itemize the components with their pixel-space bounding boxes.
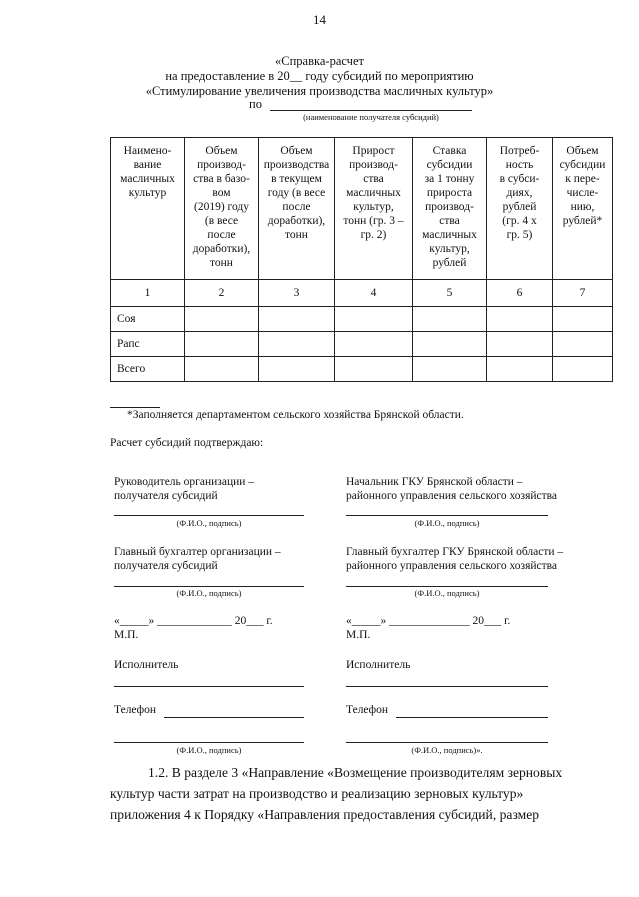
right-phone-label: Телефон (346, 704, 389, 716)
left-date: «_____» _____________ 20___ г. (114, 615, 273, 627)
table-cell[interactable] (413, 357, 487, 382)
header-text-line: субсидии (426, 159, 473, 171)
table-cell[interactable] (185, 332, 259, 357)
col-number: 1 (111, 280, 185, 307)
table-cell[interactable] (185, 307, 259, 332)
left-accountant-subtitle: получателя субсидий (114, 560, 218, 572)
row-label-soy: Соя (111, 307, 185, 332)
table-cell[interactable] (185, 357, 259, 382)
header-text-line: доработки), (267, 215, 326, 227)
table-cell[interactable] (487, 332, 553, 357)
right-final-sign-caption: (Ф.И.О., подпись)». (411, 745, 483, 755)
table-cell[interactable] (335, 307, 413, 332)
page-number: 14 (313, 12, 326, 27)
header-text-line: диях, (506, 187, 533, 199)
header-text-line: масличных (120, 173, 175, 185)
doc-subtitle: на предоставление в 20__ году субсидий по мероприятию (165, 69, 474, 83)
header-text-line: (гр. 4 х (502, 215, 537, 227)
header-text-line: к пере- (565, 173, 600, 185)
col-header-need (487, 138, 553, 280)
col-number: 5 (413, 280, 487, 307)
header-text-line: ства (439, 215, 460, 227)
header-text-line: ства в базо- (193, 173, 250, 185)
header-text-line: масличных (422, 229, 477, 241)
left-head-sign-line[interactable] (114, 515, 304, 516)
header-text-line: масличных (346, 187, 401, 199)
po-label: по (249, 97, 262, 111)
right-accountant-title: Главный бухгалтер ГКУ Брянской области – (346, 546, 564, 558)
header-text-line: числе- (566, 187, 599, 199)
table-cell[interactable] (259, 307, 335, 332)
header-text-line: культур, (353, 201, 394, 213)
header-text-line: ность (505, 159, 534, 171)
header-text-line: тонн (210, 257, 233, 269)
table-cell[interactable] (553, 357, 613, 382)
header-text-line: производ- (197, 159, 246, 171)
confirm-text: Расчет субсидий подтверждаю: (110, 437, 264, 449)
table-cell[interactable] (487, 307, 553, 332)
col-number: 2 (185, 280, 259, 307)
footnote: *Заполняется департаментом сельского хозяйства Брянской области. (127, 409, 464, 421)
header-text-line: производства (263, 159, 330, 171)
header-text-line: после (282, 201, 311, 213)
col-header-culture (111, 138, 185, 280)
header-text-line: ства (363, 173, 384, 185)
table-row (111, 307, 613, 332)
header-text-line: Ставка (432, 145, 467, 157)
header-text-line: культур, (429, 243, 470, 255)
right-head-title: Начальник ГКУ Брянской области – (346, 476, 523, 488)
header-text-line: производ- (425, 201, 474, 213)
table-cell[interactable] (335, 332, 413, 357)
table-header-row (111, 138, 613, 280)
header-text-line: Объем (566, 145, 599, 157)
col-header-growth (335, 138, 413, 280)
paragraph-line-1: 1.2. В разделе 3 «Направление «Возмещение производителям зерновых (148, 765, 563, 780)
header-text-line: Объем (280, 145, 313, 157)
header-text-line: (в весе (204, 215, 239, 227)
left-stamp-place: М.П. (114, 629, 139, 641)
header-text-line: в текущем (271, 173, 322, 185)
header-text-line: Объем (205, 145, 238, 157)
row-label-total: Всего (111, 357, 185, 382)
table-row (111, 357, 613, 382)
paragraph-line-3: приложения 4 к Порядку «Направления предоставления субсидий, размер (110, 807, 540, 822)
header-text-line: гр. 5) (506, 229, 533, 241)
header-text-line: вание (133, 159, 162, 171)
right-final-sign-line[interactable] (346, 742, 548, 743)
header-text-line: в субси- (499, 173, 540, 185)
right-head-subtitle: районного управления сельского хозяйства (346, 490, 558, 502)
header-text-line: Прирост (352, 145, 395, 157)
table-row (111, 332, 613, 357)
header-text-line: субсидии (559, 159, 606, 171)
right-phone-line[interactable] (396, 717, 548, 718)
header-text-line: вом (212, 187, 231, 199)
left-executor-label: Исполнитель (114, 659, 179, 671)
right-executor-label: Исполнитель (346, 659, 411, 671)
left-executor-line[interactable] (114, 686, 304, 687)
header-text-line: культур (128, 187, 167, 199)
left-head-title: Руководитель организации – (114, 476, 255, 488)
table-cell[interactable] (413, 307, 487, 332)
left-final-sign-line[interactable] (114, 742, 304, 743)
header-text-line: Потреб- (499, 145, 540, 157)
table-cell[interactable] (553, 332, 613, 357)
right-date: «_____» ______________ 20___ г. (346, 615, 511, 627)
doc-measure-name: «Стимулирование увеличения производства масличных культур» (145, 84, 494, 98)
col-number: 4 (335, 280, 413, 307)
header-text-line: нию, (570, 201, 595, 213)
header-text-line: рублей (432, 257, 467, 269)
header-text-line: (2019) году (194, 201, 249, 213)
table-cell[interactable] (335, 357, 413, 382)
right-head-sign-caption: (Ф.И.О., подпись) (414, 518, 480, 528)
col-number: 6 (487, 280, 553, 307)
right-accountant-sign-line[interactable] (346, 586, 548, 587)
doc-title: «Справка-расчет (275, 54, 364, 68)
left-accountant-title: Главный бухгалтер организации – (114, 546, 281, 558)
row-label-rapeseed: Рапс (111, 332, 185, 357)
header-text-line: доработки), (192, 243, 251, 255)
header-text-line: Наимено- (123, 145, 172, 157)
left-final-sign-caption: (Ф.И.О., подпись) (176, 745, 242, 755)
table-number-row (111, 280, 613, 307)
header-text-line: тонн (285, 229, 308, 241)
left-accountant-sign-caption: (Ф.И.О., подпись) (176, 588, 242, 598)
left-head-sign-caption: (Ф.И.О., подпись) (176, 518, 242, 528)
right-accountant-subtitle: районного управления сельского хозяйства (346, 560, 558, 572)
header-text-line: году (в весе (267, 187, 326, 199)
header-text-line: прироста (426, 187, 473, 199)
footnote-divider (110, 407, 160, 408)
left-head-subtitle: получателя субсидий (114, 490, 218, 502)
right-stamp-place: М.П. (346, 629, 371, 641)
right-accountant-sign-caption: (Ф.И.О., подпись) (414, 588, 480, 598)
header-text-line: гр. 2) (360, 229, 387, 241)
col-header-transfer (553, 138, 613, 280)
col-header-base-volume (185, 138, 259, 280)
header-text-line: рублей* (562, 215, 603, 227)
table-cell[interactable] (553, 307, 613, 332)
recipient-name-line[interactable] (270, 110, 472, 111)
col-header-current-volume (259, 138, 335, 280)
right-head-sign-line[interactable] (346, 515, 548, 516)
right-executor-line[interactable] (346, 686, 548, 687)
subsidy-table (110, 137, 613, 382)
paragraph-line-2: культур части затрат на производство и реализацию зерновых культур» (110, 786, 524, 801)
header-text-line: после (207, 229, 236, 241)
col-header-rate (413, 138, 487, 280)
header-text-line: тонн (гр. 3 – (343, 215, 404, 227)
header-text-line: рублей (502, 201, 537, 213)
left-accountant-sign-line[interactable] (114, 586, 304, 587)
header-text-line: за 1 тонну (424, 173, 475, 185)
left-phone-line[interactable] (164, 717, 304, 718)
col-number: 3 (259, 280, 335, 307)
table-cell[interactable] (487, 357, 553, 382)
col-number: 7 (553, 280, 613, 307)
left-phone-label: Телефон (114, 704, 157, 716)
recipient-caption: (наименование получателя субсидий) (303, 112, 439, 122)
header-text-line: производ- (349, 159, 398, 171)
table-cell[interactable] (413, 332, 487, 357)
table-cell[interactable] (259, 332, 335, 357)
table-cell[interactable] (259, 357, 335, 382)
